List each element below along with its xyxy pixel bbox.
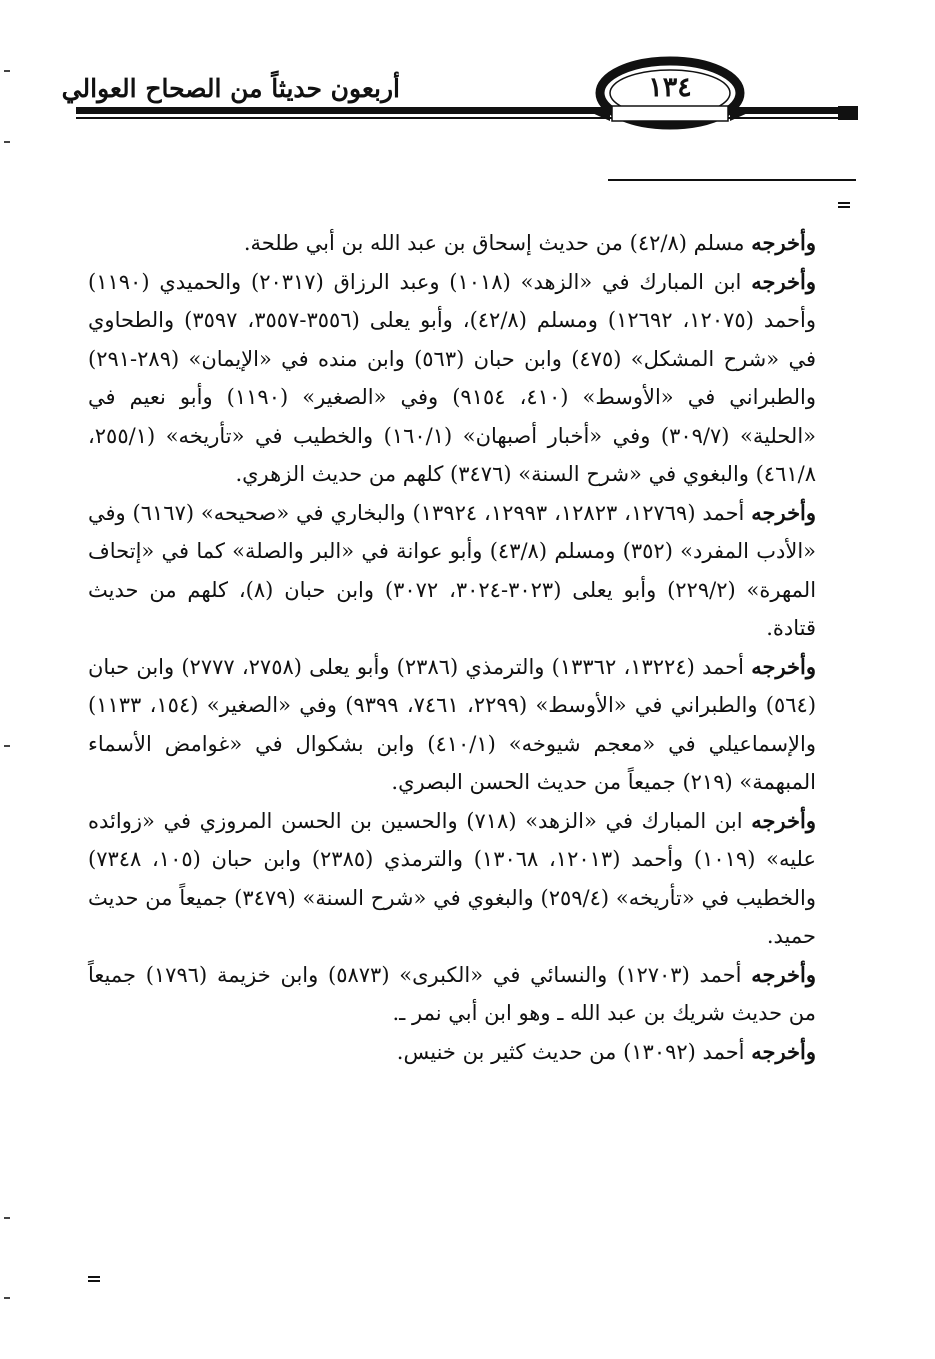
paragraph-text: ابن المبارك في «الزهد» (١٠١٨) وعبد الرزاق (٢٠٣١٧) والحميدي (١١٩٠) وأحمد (١٢٠٧٥، ١٢٦٩٢) ومسلم (٤٢/٨)، وأبو يعلى (٣٥٥٦-٣٥٥٧، ٣٥٩٧) والطحاوي في «شرح المشكل» (٤٧٥) وابن حبان (٥٦٣) وابن منده في «الإيمان» (٢٨٩-٢٩١) والطبراني في «الأوسط» (٤١٠، ٩١٥٤) وفي «الصغير» (١١٩٠) وأبو نعيم في «الحلية» (٣٠٩/٧) وفي «أخبار أصبهان» (١٦٠/١) والخطيب في «تأريخه» (٢٥٥/١، ٤٦١/٨) والبغوي في «شرح السنة» (٣٤٧٦) كلهم من حديث الزهري. bbox=[88, 269, 817, 486]
paragraph-2 bbox=[88, 263, 816, 494]
paragraph-3 bbox=[88, 494, 816, 648]
paragraph-text: أحمد (١٣٢٢٤، ١٣٣٦٢) والترمذي (٢٣٨٦) وأبو يعلى (٢٧٥٨، ٢٧٧٧) وابن حبان (٥٦٤) والطبراني في «الأوسط» (٢٢٩٩، ٧٤٦١، ٩٣٩٩) وفي «الصغير» (١٥٤، ١١٣٣) والإسماعيلي في «معجم شيوخه» (٤١٠/١) وابن بشكوال في «غوامض الأسماء المبهمة» (٢١٩) جميعاً من حديث الحسن البصري. bbox=[88, 654, 817, 794]
footnote-rule bbox=[608, 179, 856, 181]
paragraph-text: ابن المبارك في «الزهد» (٧١٨) والحسين بن الحسن المروزي في «زوائده عليه» (١٠١٩) وأحمد (١٢٠١٣، ١٣٠٦٨) والترمذي (٢٣٨٥) وابن حبان (١٠٥، ٧٣٤٨) والخطيب في «تأريخه» (٢٥٩/٤) والبغوي في «شرح السنة» (٣٤٧٩) جميعاً من حديث حميد. bbox=[88, 808, 817, 948]
paragraph-4 bbox=[88, 648, 816, 802]
lead-word: وأخرجه bbox=[751, 653, 817, 679]
paragraph-1 bbox=[88, 224, 816, 263]
lead-word: وأخرجه bbox=[751, 230, 816, 255]
lead-word: وأخرجه bbox=[751, 961, 816, 987]
paragraph-6 bbox=[88, 956, 816, 1033]
header-ornament bbox=[0, 0, 935, 140]
paragraph-text: أحمد (١٢٧٦٩، ١٢٨٢٣، ١٢٩٩٣، ١٣٩٢٤) والبخاري في «صحيحه» (٦١٦٧) وفي «الأدب المفرد» (٣٥٢) ومسلم (٤٣/٨) وأبو عوانة في «البر والصلة» كما في «إتحاف المهرة» (٢٢٩/٢) وأبو يعلى (٣٠٢٣-٣٠٢٤، ٣٠٧٢) وابن حبان (٨)، كلهم من حديث قتادة. bbox=[88, 500, 817, 640]
scan-edge-mark bbox=[4, 70, 10, 72]
paragraph-text: أحمد (١٢٧٠٣) والنسائي في «الكبرى» (٥٨٧٣) وابن خزيمة (١٧٩٦) جميعاً من حديث شريك بن عبد الله ـ وهو ابن أبي نمر ـ. bbox=[88, 962, 816, 1025]
page-number: ١٣٤ bbox=[648, 72, 692, 103]
scan-edge-mark bbox=[4, 141, 10, 143]
book-title: أربعون حديثاً من الصحاح العوالي bbox=[61, 74, 400, 103]
lead-word: وأخرجه bbox=[751, 1038, 816, 1064]
section-mark-bottom bbox=[88, 1276, 100, 1282]
paragraph-5 bbox=[88, 802, 816, 956]
lead-word: وأخرجه bbox=[751, 268, 816, 294]
paragraph-text: مسلم (٤٢/٨) من حديث إسحاق بن عبد الله بن أبي طلحة. bbox=[243, 231, 752, 255]
lead-word: وأخرجه bbox=[751, 807, 816, 833]
scan-edge-mark bbox=[4, 745, 10, 747]
footnote-body bbox=[88, 224, 816, 1071]
page-header bbox=[0, 0, 935, 140]
paragraph-7 bbox=[88, 1033, 816, 1072]
scan-edge-mark bbox=[4, 1297, 10, 1299]
section-mark-top bbox=[838, 202, 850, 208]
scan-edge-mark bbox=[4, 1217, 10, 1219]
lead-word: وأخرجه bbox=[751, 499, 817, 525]
paragraph-text: أحمد (١٣٠٩٢) من حديث كثير بن خنيس. bbox=[396, 1039, 752, 1064]
